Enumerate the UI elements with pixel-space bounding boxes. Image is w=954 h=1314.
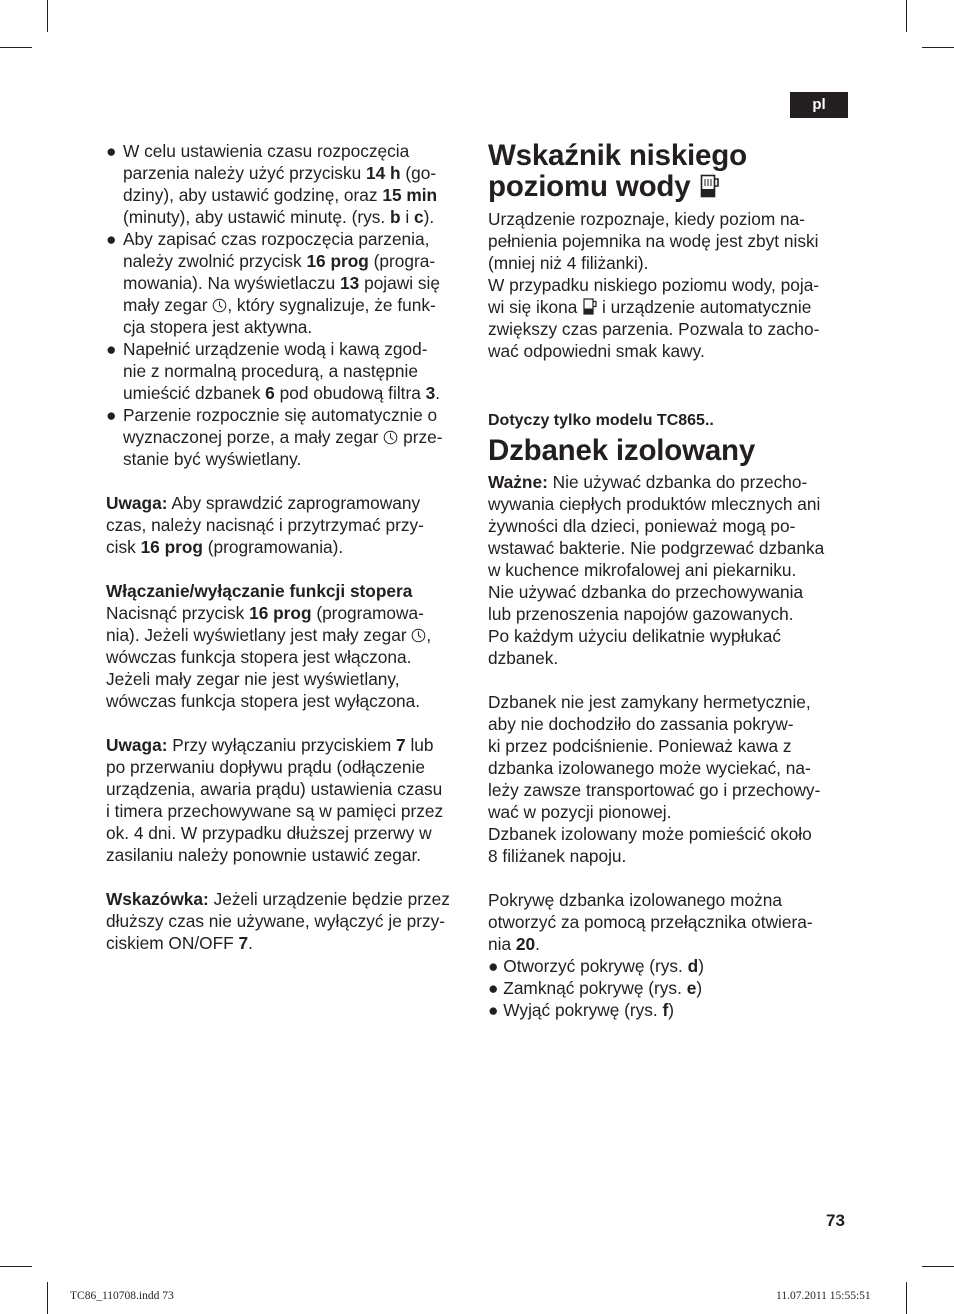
seal-text: Dzbanek nie jest zamykany hermetycznie, aby nie dochodziło do zassania pokryw- ki przez podciśnienie. Ponieważ kawa z dzbanka izolowanego może wyciekać, na- leży zawsze transportować go i przechowy- wać w pozycji pionowej. Dzbanek izolowany może pomieścić około 8 filiżanek napoju. bbox=[488, 692, 821, 866]
note-check-program: Uwaga: Aby sprawdzić zaprogramowany czas, należy nacisnąć i przytrzymać przy- cisk 16 prog (programowania). bbox=[106, 493, 424, 557]
bullet-item: ● Parzenie rozpocznie się automatycznie o wyznaczonej porze, a mały zegar prze- stanie być wyświetlany. bbox=[106, 405, 443, 469]
tip: Wskazówka: Jeżeli urządzenie będzie przez dłuższy czas nie używane, wyłączyć je przy- ciskiem ON/OFF 7. bbox=[106, 889, 450, 953]
crop-mark bbox=[922, 47, 954, 48]
list-item: ● Otworzyć pokrywę (rys. d) bbox=[488, 956, 704, 976]
slug-datetime: 11.07.2011 15:55:51 bbox=[776, 1290, 871, 1302]
list-item: ● Zamknąć pokrywę (rys. e) bbox=[488, 978, 703, 998]
lid-text: Pokrywę dzbanka izolowanego można otworzyć za pomocą przełącznika otwiera- nia 20. bbox=[488, 890, 813, 954]
crop-mark bbox=[922, 1266, 954, 1267]
clock-icon bbox=[411, 628, 426, 643]
bullet-item: ● Aby zapisać czas rozpoczęcia parzenia, należy zwolnić przycisk 16 prog (progra- mowania). Na wyświetlaczu 13 pojawi się mały zegar , który sygnalizuje, że funk- cja stopera jest aktywna. bbox=[106, 229, 440, 337]
crop-mark bbox=[0, 47, 32, 48]
slug-file: TC86_110708.indd 73 bbox=[70, 1290, 174, 1302]
low-water-text: Urządzenie rozpoznaje, kiedy poziom na- pełnienia pojemnika na wodę jest zbyt niski (mniej niż 4 filiżanki). W przypadku niskiego poziomu wody, poja- wi się ikona i urządzenie automatycznie zwiększy czas parzenia. Pozwala to zacho- wać odpowiedni smak kawy. bbox=[488, 209, 820, 361]
heading-thermal-jug: Dzbanek izolowany bbox=[488, 434, 756, 467]
lid-steps bbox=[488, 955, 850, 1021]
crop-mark bbox=[0, 1266, 32, 1267]
list-item: ● Wyjąć pokrywę (rys. f) bbox=[488, 1000, 675, 1020]
language-tab: pl bbox=[790, 92, 848, 118]
bullet-glyph: ● bbox=[106, 141, 117, 161]
note-power-off: Uwaga: Przy wyłączaniu przyciskiem 7 lub po przerwaniu dopływu prądu (odłączenie urządzenia, awaria prądu) ustawienia czasu i timera przechowywane są w pamięci przez ok. 4 dni. W przypadku dłuższej przerwy w zasilaniu należy ponownie ustawić zegar. bbox=[106, 735, 444, 865]
model-note: Dotyczy tylko modelu TC865.. bbox=[488, 412, 714, 429]
crop-mark bbox=[47, 1282, 48, 1314]
timer-section: Włączanie/wyłączanie funkcji stopera Nacisnąć przycisk 16 prog (programowa- nia). Jeżeli wyświetlany jest mały zegar , wówczas funkcja stopera jest włączona. Jeżeli mały zegar nie jest wyświetlany, wówczas funkcja stopera jest wyłączona. bbox=[106, 581, 432, 711]
crop-mark bbox=[906, 0, 907, 32]
heading-low-water: Wskaźnik niskiego poziomu wody bbox=[488, 139, 747, 203]
bullet-item: ● W celu ustawienia czasu rozpoczęcia parzenia należy użyć przycisku 14 h (go- dziny), aby ustawić godzinę, oraz 15 min (minuty), aby ustawić minutę. (rys. b i c). bbox=[106, 141, 438, 227]
timer-heading: Włączanie/wyłączanie funkcji stopera bbox=[106, 581, 413, 601]
clock-icon bbox=[212, 298, 227, 313]
right-column bbox=[488, 140, 850, 1021]
page-number: 73 bbox=[826, 1211, 845, 1230]
clock-icon bbox=[383, 430, 398, 445]
water-level-icon bbox=[582, 298, 597, 315]
water-level-icon bbox=[698, 174, 720, 198]
crop-mark bbox=[47, 0, 48, 32]
important-text: Ważne: Nie używać dzbanka do przecho- wywania ciepłych produktów mlecznych ani żywności dla dzieci, ponieważ mogą po- wstawać bakterie. Nie podgrzewać dzbanka w kuchence mikrofalowej ani piekarniku. Nie używać dzbanka do przechowywania lub przenoszenia napojów gazowanych. Po każdym użyciu delikatnie wypłukać dzbanek. bbox=[488, 472, 825, 668]
bullet-item: ● Napełnić urządzenie wodą i kawą zgod- nie z normalną procedurą, a następnie umieścić dzbanek 6 pod obudową filtra 3. bbox=[106, 339, 441, 403]
left-column bbox=[106, 140, 468, 954]
crop-mark bbox=[906, 1282, 907, 1314]
